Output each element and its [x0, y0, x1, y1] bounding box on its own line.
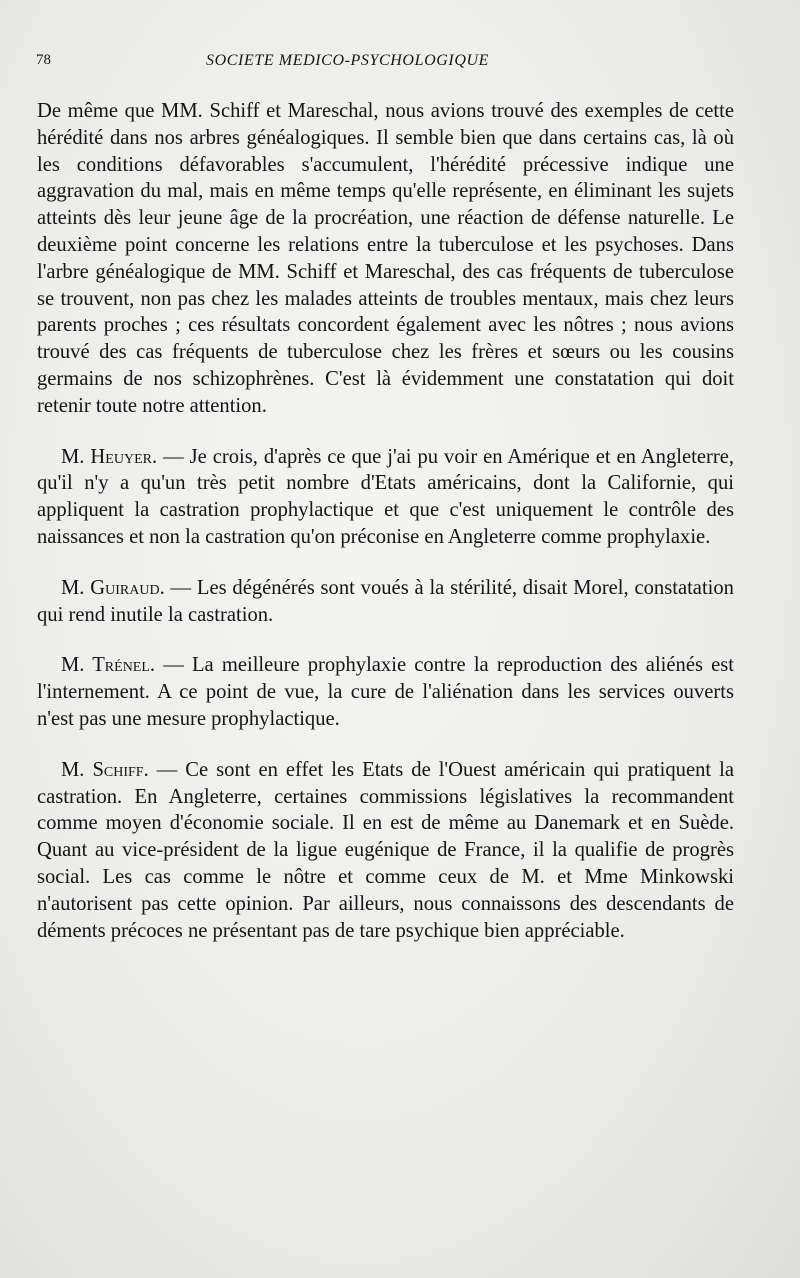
body-text	[37, 98, 734, 944]
paragraph-text: — Les dégénérés sont voués à la stérilité, disait Morel, constatation qui rend inutile la castration.	[37, 576, 734, 626]
paragraph-trenel	[37, 652, 734, 732]
speaker-name: M. Trénel.	[61, 654, 156, 677]
speaker-name: M. Schiff.	[61, 758, 149, 781]
paragraph-guiraud	[37, 575, 734, 629]
paragraph-heuyer	[37, 444, 734, 551]
speaker-name: M. Guiraud.	[61, 576, 165, 599]
running-title: SOCIETE MEDICO-PSYCHOLOGIQUE	[206, 52, 490, 69]
paragraph-text: De même que MM. Schiff et Mareschal, nous avions trouvé des exemples de cette hérédité dans nos arbres généalogiques. Il semble bien que dans certains cas, là où les conditions défavorables s'accumulent, l'hérédité précessive indique une aggravation du mal, mais en même temps qu'elle représente, en éliminant les sujets atteints dès leur jeune âge de la procréation, une réaction de défense naturelle. Le deuxième point concerne les relations entre la tuberculose et les psychoses. Dans l'arbre généalogique de MM. Schiff et Mareschal, des cas fréquents de tuberculose se trouvent, non pas chez les malades atteints de troubles mentaux, mais chez leurs parents proches ; ces résultats concordent également avec les nôtres ; nous avions trouvé des cas fréquents de tuberculose chez les frères et sœurs ou les cousins germains de nos schizophrènes. C'est là évidemment une constatation qui doit retenir toute notre attention.	[37, 100, 734, 417]
paragraph-intro	[37, 98, 734, 420]
page-number: 78	[36, 52, 51, 68]
paragraph-text: — La meilleure prophylaxie contre la reproduction des aliénés est l'internement. A ce point de vue, la cure de l'aliénation dans les services ouverts n'est pas une mesure prophylactique.	[37, 654, 734, 730]
paragraph-text: — Ce sont en effet les Etats de l'Ouest américain qui pratiquent la castration. En Angleterre, certaines commissions législatives la recommandent comme moyen d'économie sociale. Il en est de même au Danemark et en Suède. Quant au vice-président de la ligue eugénique de France, il la qualifie de progrès social. Les cas comme le nôtre et comme ceux de M. et Mme Minkowski n'autorisent pas cette opinion. Par ailleurs, nous connaissons des descendants de déments précoces ne présentant pas de tare psychique bien appréciable.	[37, 758, 734, 942]
paragraph-text: — Je crois, d'après ce que j'ai pu voir en Amérique et en Angleterre, qu'il n'y a qu'un très petit nombre d'Etats américains, dont la Californie, qui appliquent la castration prophylactique et que c'est uniquement le contrôle des naissances et non la castration qu'on préconise en Angleterre comme prophylaxie.	[37, 445, 734, 548]
speaker-name: M. Heuyer.	[61, 445, 158, 468]
paragraph-schiff	[37, 757, 734, 945]
page-header	[36, 52, 736, 74]
